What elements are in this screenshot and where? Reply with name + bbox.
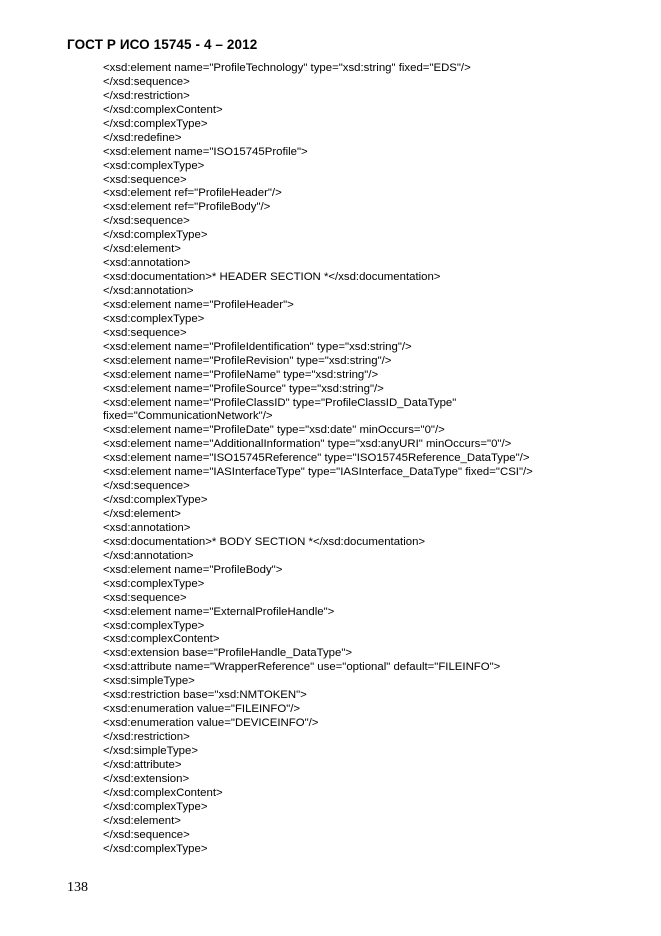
code-line: <xsd:element name="ExternalProfileHandle"> (103, 605, 335, 618)
code-line: <xsd:documentation>* HEADER SECTION *</xsd:documentation> (103, 271, 441, 284)
code-line: <xsd:complexType> (103, 619, 205, 632)
document-header: ГОСТ Р ИСО 15745 - 4 – 2012 (67, 37, 258, 52)
code-line: <xsd:element name="ProfileBody"> (103, 563, 283, 576)
code-line: <xsd:documentation>* BODY SECTION *</xsd:documentation> (103, 535, 426, 548)
code-line: <xsd:complexContent> (103, 633, 220, 646)
code-line: <xsd:element name="ISO15745Profile"> (103, 145, 308, 158)
code-line: <xsd:enumeration value="FILEINFO"/> (103, 703, 301, 716)
code-line: <xsd:element ref="ProfileHeader"/> (103, 187, 282, 200)
code-line: <xsd:element name="ProfileHeader"> (103, 298, 294, 311)
xsd-code-block (103, 62, 643, 856)
code-line: <xsd:annotation> (103, 521, 191, 534)
code-line: <xsd:restriction base="xsd:NMTOKEN"> (103, 689, 307, 702)
code-line: </xsd:annotation> (103, 285, 194, 297)
code-line: </xsd:sequence> (103, 75, 190, 88)
code-line: </xsd:complexType> (103, 229, 208, 242)
code-line: </xsd:simpleType> (103, 744, 198, 757)
code-line: </xsd:extension> (103, 772, 190, 785)
code-line: <xsd:annotation> (103, 257, 191, 270)
code-line: <xsd:element name="ISO15745Reference" type="ISO15745Reference_DataType"/> (103, 452, 530, 465)
code-line: <xsd:element name="ProfileRevision" type="xsd:string"/> (103, 354, 392, 367)
code-line: </xsd:complexType> (103, 117, 208, 130)
code-line: </xsd:redefine> (103, 131, 182, 144)
code-line: </xsd:element> (103, 508, 181, 520)
code-line: <xsd:element name="IASInterfaceType" type="IASInterface_DataType" fixed="CSI"/> (103, 466, 533, 479)
code-line: <xsd:element name="ProfileSource" type="xsd:string"/> (103, 382, 384, 395)
code-line: <xsd:enumeration value="DEVICEINFO"/> (103, 717, 319, 730)
code-line: <xsd:simpleType> (103, 675, 195, 688)
code-line: </xsd:complexType> (103, 494, 208, 507)
page-number: 138 (67, 880, 88, 895)
code-line: <xsd:element name="ProfileClassID" type="ProfileClassID_DataType" (103, 396, 457, 409)
code-line: <xsd:element name="ProfileTechnology" type="xsd:string" fixed="EDS"/> (103, 62, 471, 74)
code-line: <xsd:complexType> (103, 577, 205, 590)
code-line: </xsd:complexContent> (103, 103, 223, 116)
code-line: </xsd:restriction> (103, 89, 190, 102)
code-line: <xsd:element name="ProfileDate" type="xsd:date" minOccurs="0"/> (103, 424, 445, 437)
code-line: </xsd:sequence> (103, 215, 190, 228)
code-line: </xsd:sequence> (103, 480, 190, 493)
code-line: </xsd:annotation> (103, 549, 194, 562)
code-line: <xsd:element name="AdditionalInformation" type="xsd:anyURI" minOccurs="0"/> (103, 438, 512, 451)
code-line: <xsd:element name="ProfileIdentification" type="xsd:string"/> (103, 340, 412, 353)
code-line: <xsd:element name="ProfileName" type="xsd:string"/> (103, 368, 379, 381)
code-line: <xsd:extension base="ProfileHandle_DataType"> (103, 647, 353, 660)
code-line: </xsd:complexType> (103, 800, 208, 813)
code-line: </xsd:sequence> (103, 828, 190, 841)
code-line: <xsd:element ref="ProfileBody"/> (103, 201, 271, 214)
code-line: <xsd:complexType> (103, 159, 205, 172)
code-line: </xsd:attribute> (103, 758, 182, 771)
code-line: <xsd:sequence> (103, 173, 187, 186)
code-line: <xsd:attribute name="WrapperReference" use="optional" default="FILEINFO"> (103, 661, 501, 674)
code-line: </xsd:complexContent> (103, 786, 223, 799)
code-line: <xsd:sequence> (103, 591, 187, 604)
code-line: </xsd:element> (103, 814, 181, 827)
code-line: <xsd:complexType> (103, 312, 205, 325)
code-line: fixed="CommunicationNetwork"/> (103, 410, 273, 423)
code-line: </xsd:restriction> (103, 731, 190, 743)
code-line: <xsd:sequence> (103, 326, 187, 339)
code-line: </xsd:complexType> (103, 842, 208, 855)
code-line: </xsd:element> (103, 243, 181, 256)
